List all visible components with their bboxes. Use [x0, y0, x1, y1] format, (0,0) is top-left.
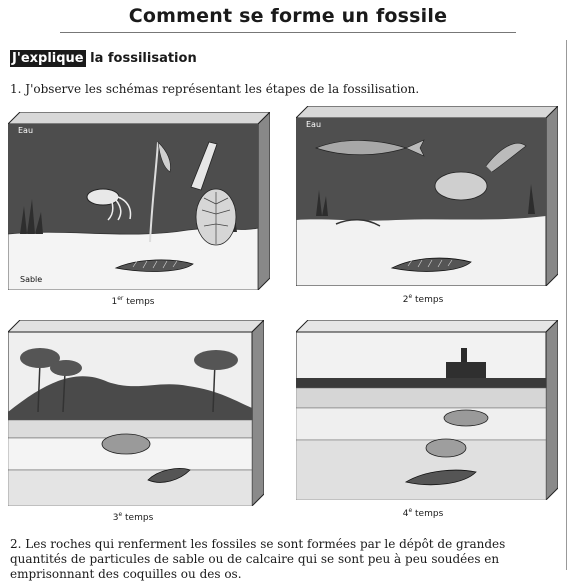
caption-stage-1 — [73, 295, 193, 307]
caption-3-word: temps — [122, 513, 154, 523]
caption-2-word: temps — [412, 295, 444, 305]
caption-stage-3 — [73, 511, 193, 523]
water-label-1: Eau — [18, 126, 34, 135]
sand-label-1: Sable — [20, 275, 43, 284]
section-heading — [10, 51, 197, 66]
caption-stage-4 — [363, 507, 483, 519]
caption-1-word: temps — [123, 297, 155, 307]
question-1: 1. J'observe les schémas représentant les étapes de la fossilisation. — [10, 82, 420, 96]
fossilization-stage-2-illustration — [296, 106, 558, 286]
section-heading-text: la fossilisation — [85, 51, 197, 66]
caption-3-suffix: e — [118, 511, 123, 518]
caption-1-number: 1 — [111, 297, 118, 307]
fossilization-stage-1-illustration — [8, 112, 270, 290]
caption-1-suffix: er — [117, 295, 124, 302]
caption-4-word: temps — [412, 509, 444, 519]
title-underline — [60, 32, 516, 33]
diagram-panel-1 — [8, 112, 270, 290]
water-label-2: Eau — [306, 120, 322, 129]
caption-3-number: 3 — [112, 513, 119, 523]
caption-2-suffix: e — [408, 293, 413, 300]
diagram-panel-3 — [8, 320, 264, 506]
section-tag: J'explique — [12, 51, 84, 66]
caption-2-number: 2 — [402, 295, 409, 305]
diagram-panel-4 — [296, 320, 558, 500]
caption-stage-2 — [363, 293, 483, 305]
page-title: Comment se forme un fossile — [128, 5, 448, 27]
diagram-panel-2 — [296, 106, 558, 286]
question-2: 2. Les roches qui renferment les fossiles se sont formées par le dépôt de grandes quantités de particules de sable ou de calcaire qui se sont peu à peu soudées en emprisonnant des coquilles ou des os. — [10, 537, 506, 581]
fossilization-stage-4-illustration — [296, 320, 558, 500]
caption-4-number: 4 — [402, 509, 409, 519]
caption-4-suffix: e — [408, 507, 413, 514]
fossilization-stage-3-illustration — [8, 320, 264, 506]
page-edge-line — [566, 40, 567, 570]
